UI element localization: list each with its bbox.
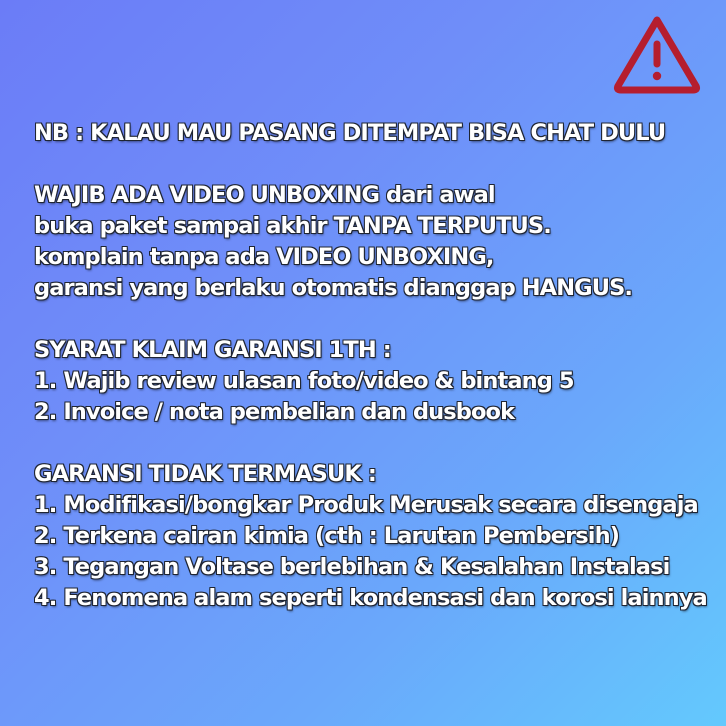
unboxing-section [34,180,718,304]
unboxing-line: garansi yang berlaku otomatis dianggap HANGUS. [34,275,633,301]
note-line: NB : KALAU MAU PASANG DITEMPAT BISA CHAT DULU [34,120,666,146]
exclusion-item: 4. Fenomena alam seperti kondensasi dan korosi lainnya [34,585,707,611]
warning-icon [612,14,702,94]
exclusion-item: 2. Terkena cairan kimia (cth : Larutan Pembersih) [34,523,620,549]
spacer [34,149,718,180]
claim-item: 1. Wajib review ulasan foto/video & bintang 5 [34,368,574,394]
unboxing-line: buka paket sampai akhir TANPA TERPUTUS. [34,213,551,239]
warranty-notice [34,118,718,614]
exclusion-item: 1. Modifikasi/bongkar Produk Merusak secara disengaja [34,492,698,518]
claim-heading: SYARAT KLAIM GARANSI 1TH : [34,337,391,363]
unboxing-line: komplain tanpa ada VIDEO UNBOXING, [34,244,494,270]
unboxing-line: WAJIB ADA VIDEO UNBOXING dari awal [34,182,495,208]
spacer [34,304,718,335]
claim-item: 2. Invoice / nota pembelian dan dusbook [34,399,515,425]
warning-exclamation-dot [653,72,661,80]
exclusions-heading: GARANSI TIDAK TERMASUK : [34,461,376,487]
exclusions-section [34,459,718,614]
claim-section [34,335,718,428]
spacer [34,428,718,459]
exclusion-item: 3. Tegangan Voltase berlebihan & Kesalahan Instalasi [34,554,670,580]
